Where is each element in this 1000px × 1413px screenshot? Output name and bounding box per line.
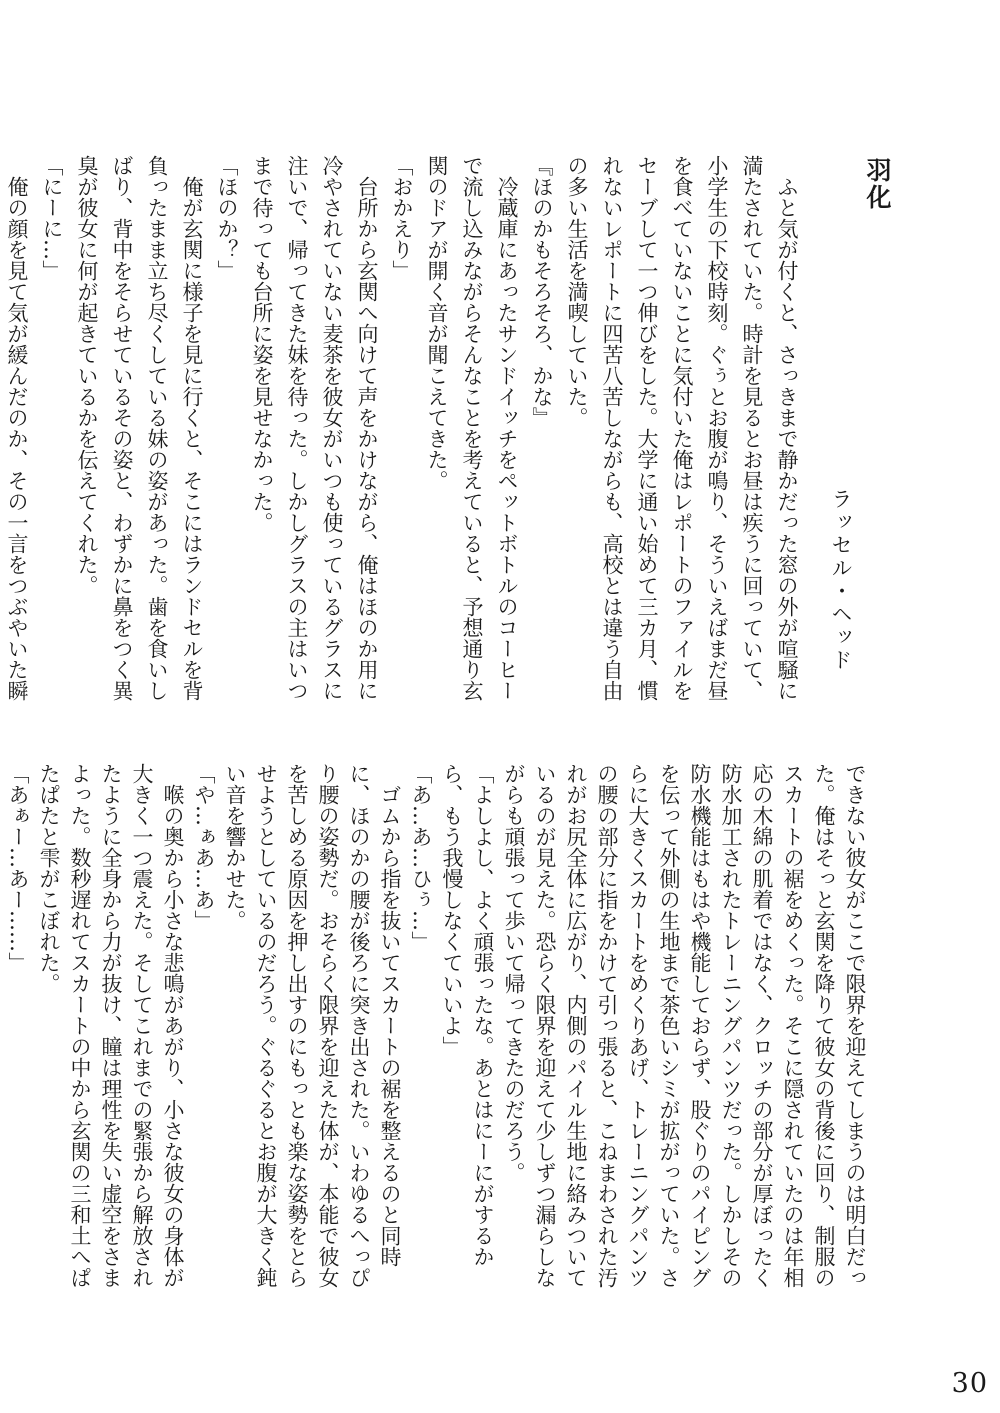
dialogue-line: 「にーに…」 [40,155,64,281]
upper-text-column [5,155,804,710]
dialogue-line: 『ほのかもそろそろ、かな』 [530,155,554,428]
author-name: ラッセル・ヘッド [829,488,853,672]
paragraph: 冷蔵庫にあったサンドイッチをペットボトルのコーヒーで流し込みながらそんなことを考えていると、予想通り玄関のドアが開く音が聞こえてきた。 [425,155,519,701]
dialogue-line: 「ほのか？」 [215,155,239,281]
paragraph: ふと気が付くと、さっきまで静かだった窓の外が喧騒に満たされていた。時計を見るとお昼は疾うに回っていて、小学生の下校時刻。ぐぅとお腹が鳴り、そういえばまだ昼を食べていないことに気付いた俺はレポートのファイルをセーブして一つ伸びをした。大学に通い始めて三カ月、慣れないレポートに四苦八苦しながらも、高校とは違う自由の多い生活を満喫していた。 [565,155,799,701]
dialogue-line: 「あ…あ…ひぅ…」 [409,763,433,952]
paragraph: 俺が玄関に様子を見に行くと、そこにはランドセルを背負ったまま立ち尽くしている妹の姿があった。歯を食いしばり、背中をそらせているその姿と、わずかに鼻をつく異臭が彼女に何が起きているかを伝えてくれた。 [75,155,204,701]
lower-text-column [6,763,870,1308]
paragraph-continuation [0,763,2,1308]
dialogue-line: 「よしよし、よく頑張ったな。あとはにーにがするから、もう我慢しなくていいよ」 [440,763,495,1267]
dialogue-line: 「や…ぁあ…あ」 [192,763,216,931]
page-number: 30 [951,1368,988,1399]
story-title: 羽化 [863,157,892,211]
dialogue-line: 「あぁー…あー……」 [6,763,30,973]
paragraph: 喉の奥から小さな悲鳴があがり、小さな彼女の身体が大きく一つ震えた。そしてこれまでの緊張から解放されたように全身から力が抜け、瞳は理性を失い虚空をさまよった。数秒遅れてスカートの中から玄関の三和土へぱたぱたと雫がこぼれた。 [37,763,185,1288]
paragraph-continuation: できない彼女がここで限界を迎えてしまうのは明白だった。俺はそっと玄関を降りて彼女の背後に回り、制服のスカートの裾をめくった。そこに隠されていたのは年相応の木綿の肌着ではなく、クロッチの部分が厚ぼったく防水加工されたトレーニングパンツだった。しかしその防水機能はもはや機能しておらず、股ぐりのパイピングを伝って外側の生地まで茶色いシミが拡がっていた。さらに大きくスカートをめくりあげ、トレーニングパンツの腰の部分に指をかけて引っ張ると、こねまわされた汚れがお尻全体に広がり、内側のパイル生地に絡みついているのが見えた。恐らく限界を迎えて少しずつ漏らしながらも頑張って歩いて帰ってきたのだろう。 [502,763,867,1288]
paragraph: 俺の顔を見て気が緩んだのか、その一言をつぶやいた瞬 [5,176,29,701]
dialogue-line: 「おかえり」 [390,155,414,281]
paragraph: ゴムから指を抜いてスカートの裾を整えるのと同時に、ほのかの腰が後ろに突き出された。いわゆるへっぴり腰の姿勢だ。おそらく限界を迎えた体が、本能で彼女を苦しめる原因を押し出すのにもっとも楽な姿勢をとらせようとしているのだろう。ぐるぐるとお腹が大きく鈍い音を響かせた。 [223,763,402,1288]
paragraph: 台所から玄関へ向けて声をかけながら、俺はほのか用に冷やされていない麦茶を彼女がいつも使っているグラスに注いで、帰ってきた妹を待った。しかしグラスの主はいつまで待っても台所に姿を見せなかった。 [250,155,379,701]
